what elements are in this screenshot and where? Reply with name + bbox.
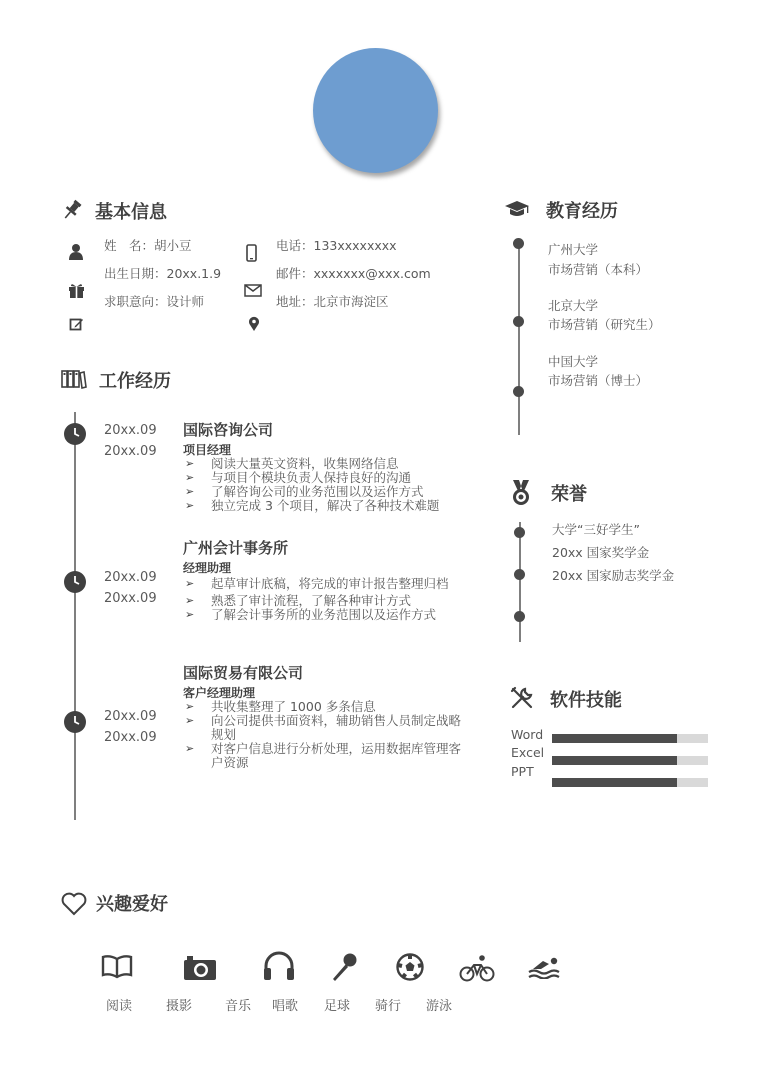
hobby-label: 唱歌 xyxy=(271,999,298,1014)
medal-icon xyxy=(510,479,532,507)
graduation-cap-icon xyxy=(504,200,530,218)
work-3-role: 客户经理助理 xyxy=(183,686,256,700)
education-title: 教育经历 xyxy=(546,201,618,222)
email-field: 邮件：xxxxxxx@xxx.com xyxy=(276,266,431,281)
hobby-label: 足球 xyxy=(323,999,350,1014)
work-1-role: 项目经理 xyxy=(183,443,232,457)
phone-field: 电话：133xxxxxxxx xyxy=(276,238,397,253)
timeline-dot xyxy=(513,386,524,397)
skill-3-bar xyxy=(552,778,708,787)
work-2-company: 广州会计事务所 xyxy=(183,539,289,557)
headphones-icon xyxy=(262,951,296,981)
list-item: ➢ 熟悉了审计流程，了解各种审计方式 xyxy=(185,593,412,608)
honor-title: 荣誉 xyxy=(551,484,587,505)
address-field: 地址：北京市海淀区 xyxy=(276,294,389,309)
work-1-start-date: 20xx.09 xyxy=(104,423,157,438)
microphone-icon xyxy=(330,952,358,982)
work-3-company: 国际贸易有限公司 xyxy=(183,664,304,682)
education-3-school: 中国大学 xyxy=(548,354,599,369)
tools-icon xyxy=(509,685,535,711)
education-2-major: 市场营销（研究生） xyxy=(548,317,661,332)
education-1-major: 市场营销（本科） xyxy=(548,262,649,277)
hobby-label: 游泳 xyxy=(425,999,452,1014)
hobby-label: 音乐 xyxy=(224,999,251,1014)
bicycle-icon xyxy=(459,954,495,982)
skill-3-name: PPT xyxy=(511,764,534,779)
gift-icon xyxy=(68,282,85,298)
hobbies-title: 兴趣爱好 xyxy=(96,894,168,915)
skill-3-bar-fill xyxy=(552,778,677,787)
books-icon xyxy=(61,369,87,389)
work-title: 工作经历 xyxy=(99,371,171,392)
work-3-duties xyxy=(185,700,470,770)
skill-2-bar xyxy=(552,756,708,765)
basic-info-title: 基本信息 xyxy=(95,202,167,223)
work-1-end-date: 20xx.09 xyxy=(104,444,157,459)
swimming-icon xyxy=(527,955,563,979)
education-3-major: 市场营销（博士） xyxy=(548,373,649,388)
list-item: ➢ 起草审计底稿，将完成的审计报告整理归档 xyxy=(185,576,449,591)
timeline-dot xyxy=(513,238,524,249)
hobby-label: 骑行 xyxy=(374,999,401,1014)
timeline-dot xyxy=(514,611,525,622)
skill-2-bar-fill xyxy=(552,756,677,765)
timeline-dot xyxy=(514,527,525,538)
honor-timeline-line xyxy=(519,522,521,642)
book-icon xyxy=(100,953,134,981)
work-3-clock-icon xyxy=(64,711,86,733)
list-item: ➢ 向公司提供书面资料，辅助销售人员制定战略规划 xyxy=(185,713,462,742)
work-2-duties xyxy=(185,577,470,622)
soccer-ball-icon xyxy=(396,953,424,981)
skill-1-bar xyxy=(552,734,708,743)
heart-icon xyxy=(61,892,87,916)
work-1-duties xyxy=(185,457,470,513)
person-icon xyxy=(68,243,84,261)
skill-1-bar-fill xyxy=(552,734,677,743)
work-3-end-date: 20xx.09 xyxy=(104,730,157,745)
timeline-dot xyxy=(513,316,524,327)
phone-icon xyxy=(246,244,257,262)
honor-1: 大学“三好学生” xyxy=(552,522,640,537)
list-item: ➢ 了解会计事务所的业务范围以及运作方式 xyxy=(185,607,437,622)
list-item: ➢ 了解咨询公司的业务范围以及运作方式 xyxy=(185,484,424,499)
mail-icon xyxy=(244,284,262,297)
timeline-dot xyxy=(514,569,525,580)
education-timeline-line xyxy=(518,240,520,435)
location-pin-icon xyxy=(248,316,260,332)
list-item: ➢ 独立完成 3 个项目，解决了各种技术难题 xyxy=(185,498,440,513)
list-item: ➢ 共收集整理了 1000 多条信息 xyxy=(185,699,376,714)
work-1-company: 国际咨询公司 xyxy=(183,421,274,439)
work-2-clock-icon xyxy=(64,571,86,593)
profile-photo xyxy=(313,48,438,173)
work-1-clock-icon xyxy=(64,423,86,445)
work-2-end-date: 20xx.09 xyxy=(104,591,157,606)
list-item: ➢ 与项目个模块负责人保持良好的沟通 xyxy=(185,470,412,485)
name-field: 姓 名：胡小豆 xyxy=(104,238,192,253)
hobby-label: 摄影 xyxy=(165,999,192,1014)
job-intent-field: 求职意向：设计师 xyxy=(104,294,205,309)
skill-2-name: Excel xyxy=(511,745,545,760)
honor-2: 20xx 国家奖学金 xyxy=(552,545,650,560)
list-item: ➢ 对客户信息进行分析处理，运用数据库管理客户资源 xyxy=(185,741,462,770)
hobby-label: 阅读 xyxy=(105,999,132,1014)
pushpin-icon xyxy=(60,199,84,221)
work-2-role: 经理助理 xyxy=(183,561,232,575)
education-1-school: 广州大学 xyxy=(548,242,599,257)
skill-1-name: Word xyxy=(511,727,544,742)
skills-title: 软件技能 xyxy=(550,690,622,711)
work-timeline-line xyxy=(74,412,76,820)
work-3-start-date: 20xx.09 xyxy=(104,709,157,724)
birth-date-field: 出生日期：20xx.1.9 xyxy=(104,266,222,281)
edit-icon xyxy=(69,317,84,332)
camera-icon xyxy=(183,955,217,981)
list-item: ➢ 阅读大量英文资料，收集网络信息 xyxy=(185,456,399,471)
honor-3: 20xx 国家励志奖学金 xyxy=(552,568,675,583)
education-2-school: 北京大学 xyxy=(548,298,599,313)
work-2-start-date: 20xx.09 xyxy=(104,570,157,585)
